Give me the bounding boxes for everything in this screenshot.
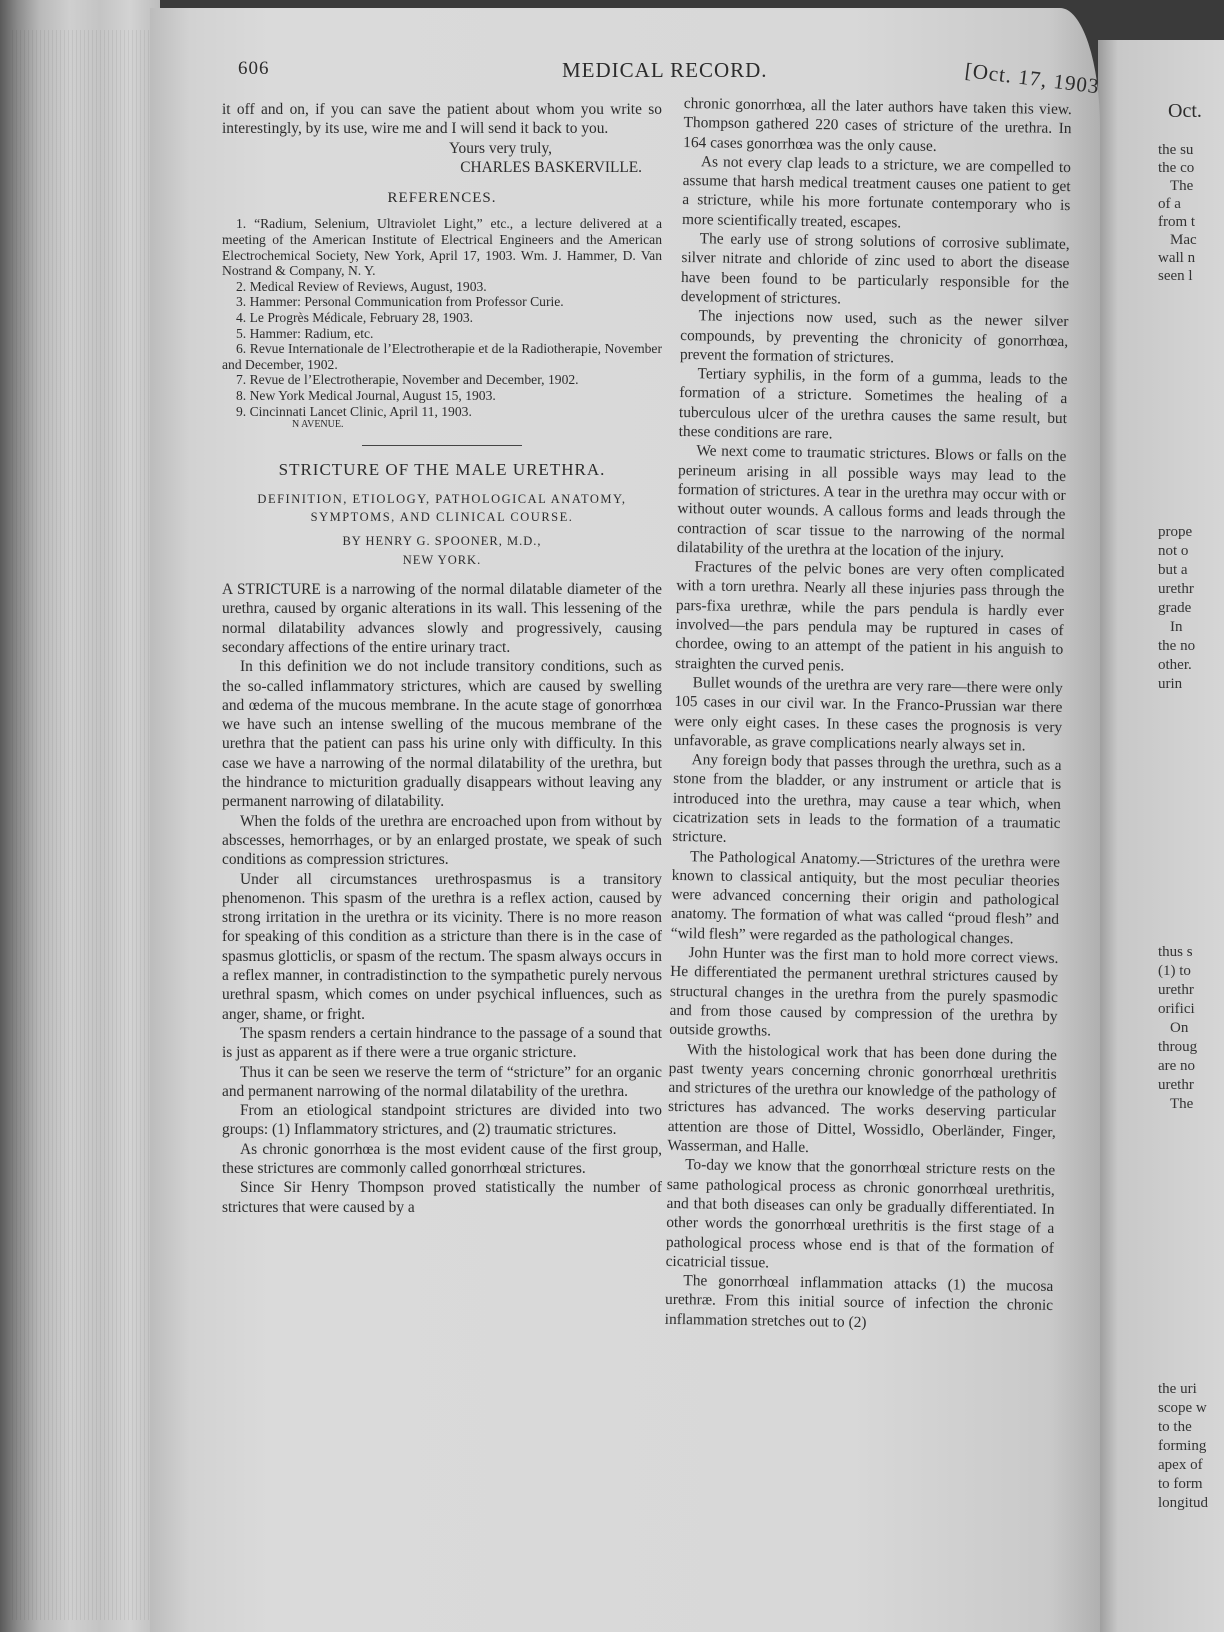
body-paragraph: John Hunter was the first man to hold more correct views. He differentiated the permanent urethral strictures caused by structural changes in the urethra from the purely spasmodic and from those caused by compression of the urethra by outside growths. <box>669 944 1059 1040</box>
reference-item: 6. Revue Internationale de l’Electrotherapie et de la Radiotherapie, November and December, 1902. <box>222 341 662 372</box>
body-paragraph: Since Sir Henry Thompson proved statistically the number of strictures that were caused by a <box>222 1179 662 1216</box>
facing-page-line: (1) to <box>1158 963 1191 979</box>
reference-item: 2. Medical Review of Reviews, August, 1903. <box>236 278 487 294</box>
article-subtitle: DEFINITION, ETIOLOGY, PATHOLOGICAL ANATOMY, SYMPTOMS, AND CLINICAL COURSE. <box>257 491 627 524</box>
letter-signature: CHARLES BASKERVILLE. <box>460 158 642 176</box>
facing-page-line: On <box>1170 1020 1189 1036</box>
facing-page-line: not o <box>1158 543 1189 559</box>
reference-item: 4. Le Progrès Médicale, February 28, 1903. <box>236 310 474 326</box>
body-paragraph: When the folds of the urethra are encroached upon from without by abscesses, hemorrhages, or by an enlarged prostate, we speak of such conditions as compression strictures. <box>222 812 662 869</box>
body-paragraph: The gonorrhœal inflammation attacks (1) the mucosa urethræ. From this initial source of infection the chronic inflammation stretches out to (2) <box>664 1272 1054 1331</box>
body-paragraph: The Pathological Anatomy.—Strictures of the urethra were known to classical antiquity, but the most peculiar theories were advanced concerning their origin and pathological anatomy. The formation of what was called “proud flesh” and “wild flesh” were regarded as the pathological changes. <box>670 847 1061 948</box>
letter-closing: it off and on, if you can save the patient about whom you write so interestingly, by its use, wire me and I will send it back to you. <box>222 101 662 138</box>
body-paragraph: Tertiary syphilis, in the form of a gumma, leads to the formation of a stricture. Sometimes the healing of a tuberculous ulcer of the urethra causes the same result, but these conditions are rare. <box>678 365 1068 443</box>
article-byline: BY HENRY G. SPOONER, M.D., <box>342 533 542 548</box>
reference-item: 8. New York Medical Journal, August 15, 1903. <box>236 388 496 404</box>
facing-page-line: seen l <box>1158 268 1193 284</box>
facing-page-line: scope w <box>1158 1400 1207 1416</box>
body-paragraph: The spasm renders a certain hindrance to the passage of a sound that is just as apparent as if there were a true organic stricture. <box>222 1024 662 1062</box>
body-paragraph: As chronic gonorrhœa is the most evident cause of the first group, these strictures are commonly called gonorrhœal strictures. <box>222 1140 662 1177</box>
body-paragraph: To-day we know that the gonorrhœal stricture rests on the same pathological process as chronic gonorrhœal urethritis, and that both diseases can only be gradually differentiated. In other words the gonorrhœal urethritis is the first stage of a pathological process whose end is that of the formation of cicatricial tissue. <box>665 1156 1056 1272</box>
facing-page-line: to the <box>1158 1419 1192 1435</box>
body-paragraph: From an etiological standpoint strictures are divided into two groups: (1) Inflammatory strictures, and (2) traumatic strictures. <box>222 1102 662 1139</box>
body-paragraph: Under all circumstances urethrospasmus is a transitory phenomenon. This spasm of the urethra is a reflex action, caused by strong irritation in the urethra or its vicinity. There is no more reason for speaking of this condition as a stricture than there is in the case of spasmus glotticlis, or spasm of the rectum. The spasm always occurs in a reflex manner, in contradistinction to the sympathetic purely nervous urethral spasm, which comes on under psychical influences, such as anger, shame, or fright. <box>222 870 662 1023</box>
facing-page-line: the co <box>1158 160 1195 176</box>
facing-page-line: longitud <box>1158 1495 1209 1511</box>
left-column <box>222 100 662 1217</box>
body-paragraph: The early use of strong solutions of corrosive sublimate, silver nitrate and chloride of zinc used to abort the disease have been found to be particularly responsible for the development of strictures. <box>680 230 1070 308</box>
body-paragraph: Thus it can be seen we reserve the term of “stricture” for an organic and permanent narrowing of the normal dilatability of the urethra. <box>222 1063 662 1100</box>
journal-title: MEDICAL RECORD. <box>562 58 768 82</box>
body-paragraph: chronic gonorrhœa, all the later authors have taken this view. Thompson gathered 220 cases of stricture of the urethra. In 164 cases gonorrhœa was the only cause. <box>683 94 1072 155</box>
reference-item: 3. Hammer: Personal Communication from Professor Curie. <box>236 294 564 310</box>
body-paragraph: In this definition we do not include transitory conditions, such as the so-called inflammatory strictures, which are caused by swelling and œdema of the mucous membrane. In the acute stage of gonorrhœa we have such an intense swelling of the mucous membrane of the urethra that the patient can pass his urine only with difficulty. In this case we have a narrowing of the normal dilatability of the urethra, but the hindrance to micturition gradually disappears without leaving any permanent narrowing of dilatability. <box>222 658 662 811</box>
facing-page-line: urethr <box>1158 581 1194 597</box>
facing-page-line: the uri <box>1158 1381 1197 1397</box>
article-location: NEW YORK. <box>402 552 482 567</box>
facing-page-line: to form <box>1158 1476 1203 1492</box>
facing-page-line: the no <box>1158 638 1196 654</box>
facing-page-line: orifici <box>1158 1001 1195 1017</box>
article-title: STRICTURE OF THE MALE URETHRA. <box>278 460 606 480</box>
body-paragraph: The injections now used, such as the newer silver compounds, by preventing the chronicity of gonorrhœa, prevent the formation of strictures. <box>679 307 1069 367</box>
page-stack <box>0 0 160 1632</box>
facing-page-line: forming <box>1158 1438 1207 1454</box>
body-paragraph: With the histological work that has been done during the past twenty years concerning chronic gonorrhœal urethritis and strictures of the urethra our knowledge of the pathology of strictures has advanced. The works deserving particular attention are those of Dittel, Wossidlo, Oberländer, Finger, Wasserman, and Halle. <box>667 1040 1058 1157</box>
facing-page-line: wall n <box>1158 250 1196 266</box>
facing-page-line: other. <box>1158 657 1192 673</box>
facing-page-line: urin <box>1158 676 1183 692</box>
references-title: REFERENCES. <box>387 190 497 207</box>
body-paragraph: Fractures of the pelvic bones are very often complicated with a torn urethra. Nearly all these injuries pass through the pars-fixa urethræ, while the pars pendula is hardly ever involved—the pars pendula may be ruptured in cases of chordee, owing to an attempt of the patient in his anguish to straighten the curved penis. <box>674 558 1065 675</box>
section-divider <box>362 445 522 446</box>
facing-page-line: grade <box>1158 600 1192 616</box>
reference-item: 1. “Radium, Selenium, Ultraviolet Light,” etc., a lecture delivered at a meeting of the American Institute of Electrical Engineers and the American Electrochemical Society, New York, April 17, 1903. Wm. J. Hammer, D. Van Nostrand & Company, N. Y. <box>222 216 662 279</box>
right-column <box>665 94 1072 1335</box>
body-paragraph: Any foreign body that passes through the urethra, such as a stone from the bladder, or any instrument or article that is introduced into the urethra, may cause a tear which, when cicatrization sets in leads to the formation of a traumatic stricture. <box>672 751 1062 847</box>
facing-page-line: apex of <box>1158 1457 1203 1473</box>
facing-page-line: The <box>1170 178 1194 194</box>
issue-date: [Oct. 17, 1903 <box>963 58 1101 99</box>
facing-page-line: are no <box>1158 1058 1196 1074</box>
body-paragraph: We next come to traumatic strictures. Blows or falls on the perineum arising in all possible ways may lead to the formation of strictures. A tear in the urethra may occur with or without outer wounds. A callous forms and leads through the contraction of scar tissue to the narrowing of the normal dilatability of the urethra at the location of the injury. <box>676 442 1067 561</box>
facing-page-line: from t <box>1158 214 1196 230</box>
body-paragraph: Bullet wounds of the urethra are very rare—there were only 105 cases in our civil war. In the Franco-Prussian war there were only eight cases. In these cases the prognosis is very unfavorable, as grave complications nearly always set in. <box>673 674 1063 755</box>
facing-page-line: urethr <box>1158 982 1194 998</box>
facing-page-line: throug <box>1158 1039 1198 1055</box>
body-paragraph: A STRICTURE is a narrowing of the normal dilatable diameter of the urethra, caused by organic alterations in its wall. This lessening of the normal dilatability advances slowly and progressively, causing secondary affections of the entire urinary tract. <box>222 581 662 656</box>
facing-page-line: prope <box>1158 524 1193 540</box>
facing-page-line: Mac <box>1170 232 1197 248</box>
reference-item: 9. Cincinnati Lancet Clinic, April 11, 1903. <box>236 403 472 419</box>
body-paragraph: As not every clap leads to a stricture, we are compelled to assume that harsh medical treatment causes one patient to get a stricture, while his more fortunate contemporary who is more scientifically treated, escapes. <box>681 153 1072 232</box>
page-number: 606 <box>238 58 270 79</box>
reference-item: 7. Revue de l’Electrotherapie, November and December, 1902. <box>236 372 579 388</box>
facing-page-header: Oct. <box>1168 100 1202 122</box>
facing-page-line: The <box>1170 1096 1194 1112</box>
facing-page-line: In <box>1170 619 1183 635</box>
facing-page-line: thus s <box>1158 944 1193 960</box>
facing-page-line: the su <box>1158 142 1194 158</box>
facing-page-line: but a <box>1158 562 1188 578</box>
facing-page-line: of a <box>1158 196 1181 212</box>
references-list <box>222 216 662 431</box>
facing-page-line: urethr <box>1158 1077 1194 1093</box>
page-edges <box>12 30 152 1620</box>
reference-item: 5. Hammer: Radium, etc. <box>236 325 374 341</box>
stray-mark: N AVENUE. <box>292 419 344 431</box>
letter-valediction: Yours very truly, <box>448 139 552 157</box>
